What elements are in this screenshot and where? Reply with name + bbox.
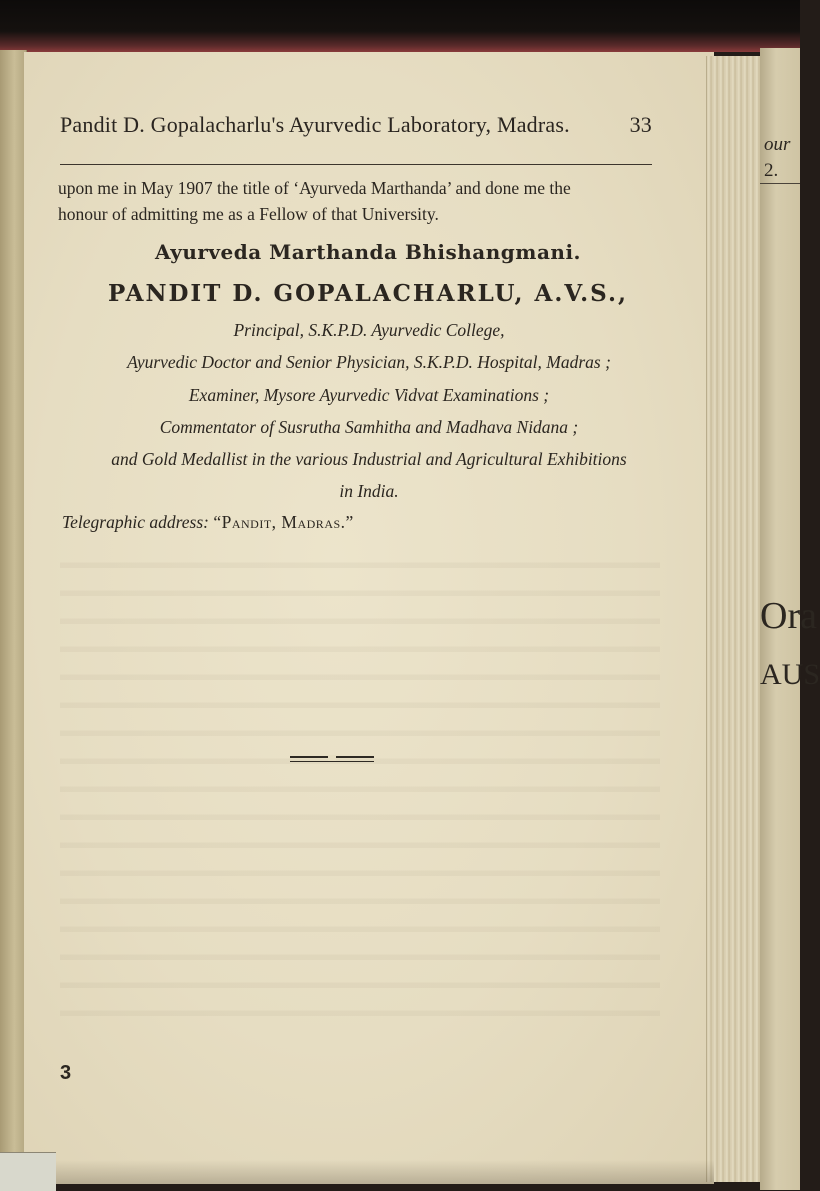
adjacent-page-fragment: 2. [764,160,779,181]
credential-line: Examiner, Mysore Ayurvedic Vidvat Examinations ; [188,385,550,405]
bleed-through-texture [60,540,660,1020]
name-heading: PANDIT D. GOPALACHARLU, A.V.S., [108,280,628,307]
paragraph-line: upon me in May 1907 the title of ‘Ayurveda Marthanda’ and done me the [58,178,571,198]
intro-paragraph [58,175,658,227]
credential-line: in India. [339,481,399,501]
corner-paper [0,1152,56,1191]
page-number: 33 [629,112,652,137]
book-top-edge [0,0,800,52]
credential-line: Ayurvedic Doctor and Senior Physician, S.K.P.D. Hospital, Madras ; [127,352,611,372]
honorific-title: Ayurveda Marthanda Bhishangmani. [154,240,582,264]
decorative-rule [290,756,374,762]
credential-line: Principal, S.K.P.D. Ayurvedic College, [233,320,505,340]
credential-line: Commentator of Susrutha Samhitha and Madhava Nidana ; [159,417,579,437]
adjacent-page-fragment: our [764,134,791,155]
paragraph-line: honour of admitting me as a Fellow of that University. [58,204,439,224]
adjacent-page-sliver [760,48,820,1190]
adjacent-page-fragment: AUS [760,658,820,691]
telegraph-value: “Pandit, Madras.” [213,512,354,532]
running-head [60,112,652,148]
previous-page-edge [0,50,27,1190]
credential-line: and Gold Medallist in the various Industrial and Agricultural Exhibitions [111,449,627,469]
telegraph-label: Telegraphic address: [62,512,209,532]
adjacent-page-rule [760,183,800,184]
signature-mark: 3 [60,1062,72,1084]
header-rule [60,164,652,165]
page-stack-edge [706,56,763,1182]
adjacent-page-fragment: Ora [760,595,817,637]
running-head-title: Pandit D. Gopalacharlu's Ayurvedic Laboratory, Madras. [60,112,570,137]
page-bottom-shadow [24,1160,714,1184]
telegraphic-address [62,512,354,533]
